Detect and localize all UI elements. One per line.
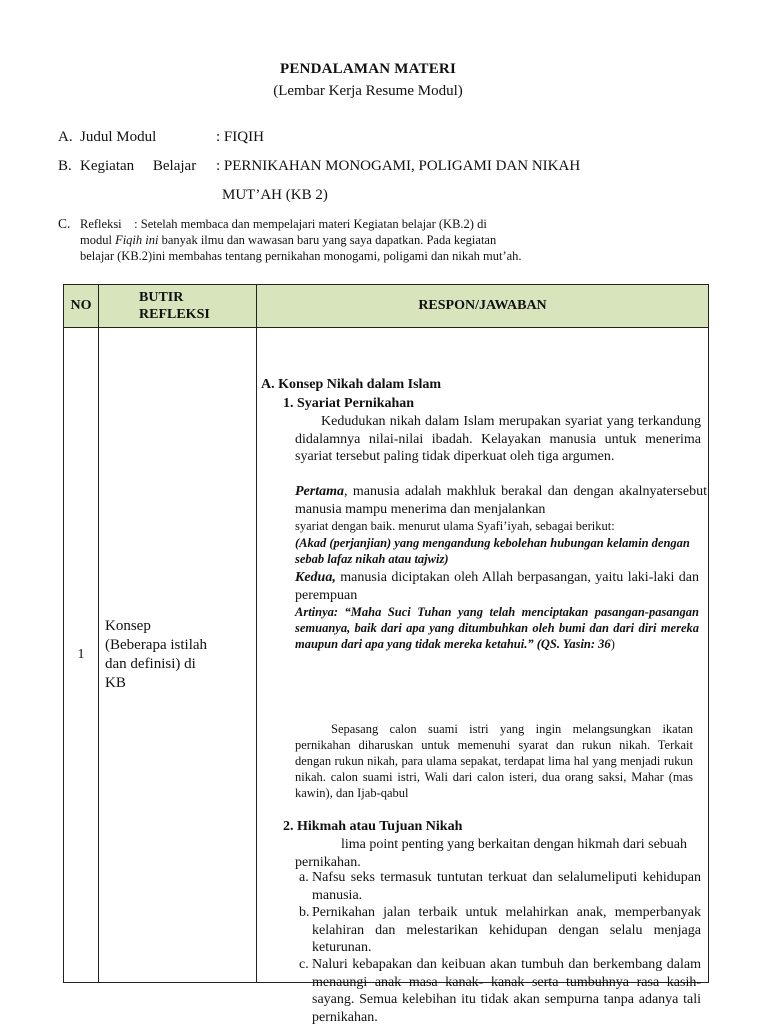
- list-item: [299, 904, 701, 957]
- meta-row-kegiatan: [58, 158, 581, 175]
- artinya-quote: [295, 604, 699, 652]
- list-item: [299, 869, 701, 904]
- list-text: Naluri kebapakan dan keibuan akan tumbuh dan berkembang dalam menaungi anak masa kanak- kanak serta tumbuhnya rasa kasih-sayang. Semua kelebihan itu tidak akan sempurna tanpa adanya tali pernikahan.: [312, 957, 701, 1025]
- section-a-heading: A. Konsep Nikah dalam Islam: [261, 377, 442, 392]
- meta-value-kegiatan-cont: MUT’AH (KB 2): [222, 187, 328, 203]
- reflection-table: [63, 284, 709, 1025]
- kedua-label: Kedua,: [295, 570, 336, 585]
- artinya-close: ): [610, 637, 615, 651]
- pertama-small-text: syariat dengan baik. menurut ulama Syafi’iyah, sebagai berikut:: [295, 519, 615, 533]
- list-marker: a.: [299, 870, 309, 885]
- meta-letter-c: C.: [58, 216, 71, 231]
- reflection-line-2-post: banyak ilmu dan wawasan baru yang saya dapatkan. Pada kegiatan: [158, 233, 497, 247]
- list-text: Pernikahan jalan terbaik untuk melahirkan anak, memperbanyak kelahiran dan melestarikan kehidupan dengan selalu menjaga keturunan.: [312, 905, 701, 955]
- list-marker: c.: [299, 957, 309, 972]
- reflection-line-2-pre: modul: [80, 233, 116, 247]
- table-header-row: [64, 285, 709, 328]
- reflection-line-2-italic: Fiqih ini: [115, 233, 159, 247]
- column-header-no: NO: [64, 285, 99, 328]
- document-title: PENDALAMAN MATERI: [279, 61, 457, 77]
- paragraph-pertama: [295, 483, 707, 518]
- row-butir: Konsep (Beberapa istilah dan definisi) di KB: [99, 328, 257, 983]
- list-text: Nafsu seks termasuk tuntutan terkuat dan selalumeliputi kehidupan manusia.: [312, 870, 701, 903]
- meta-label-kegiatan: Kegiatan Belajar: [80, 158, 197, 174]
- akad-definition: (Akad (perjanjian) yang mengandung kebolehan hubungan kelamin dengan sebab lafaz nikah atau tajwiz): [295, 536, 690, 566]
- column-header-respon: RESPON/JAWABAN: [257, 285, 709, 328]
- reflection-line-1: Refleksi : Setelah membaca dan mempelajari materi Kegiatan belajar (KB.2) di: [80, 217, 487, 231]
- meta-value-kegiatan: : PERNIKAHAN MONOGAMI, POLIGAMI DAN NIKAH: [216, 158, 581, 174]
- artinya-text: Artinya: “Maha Suci Tuhan yang telah menciptakan pasangan-pasangan semuanya, baik dari apa yang ditumbuhkan oleh bumi dan dari diri mereka maupun dari apa yang tidak mereka ketahui.” (QS. Yasin: 36: [295, 605, 699, 651]
- row-number: 1: [64, 328, 99, 983]
- meta-letter-b: B.: [58, 158, 72, 174]
- paragraph-kedua: [295, 569, 699, 604]
- paragraph-rukun: Sepasang calon suami istri yang ingin melangsungkan ikatan pernikahan diharuskan untuk memenuhi syarat dan rukun nikah. Terkait dengan rukun nikah, para ulama sepakat, terdapat lima hal yang menjadi rukun nikah. calon suami istri, Wali dari calon isteri, dua orang saksi, Mahar (mas kawin), dan Ijab-qabul: [295, 722, 693, 800]
- paragraph-hikmah: lima point penting yang berkaitan dengan hikmah dari sebuah pernikahan.: [295, 837, 688, 870]
- reflection-paragraph: [58, 216, 618, 264]
- list-item: [299, 956, 701, 1026]
- subsection-2-heading: 2. Hikmah atau Tujuan Nikah: [283, 819, 463, 834]
- list-marker: b.: [299, 905, 310, 920]
- column-header-butir: BUTIR REFLEKSI: [99, 285, 257, 328]
- meta-letter-a: A.: [58, 129, 73, 145]
- paragraph-syariat: Kedudukan nikah dalam Islam merupakan syariat yang terkandung didalamnya nilai-nilai ibadah. Kelayakan manusia untuk menerima syariat tersebut paling tidak diperkuat oleh tiga argumen.: [295, 414, 701, 464]
- meta-row-judul: [58, 129, 264, 146]
- kedua-text: manusia diciptakan oleh Allah berpasangan, yaitu laki-laki dan perempuan: [295, 570, 699, 603]
- table-row: [64, 328, 709, 983]
- pertama-label: Pertama: [295, 484, 344, 499]
- meta-value-judul: : FIQIH: [216, 129, 264, 145]
- row-respon: [257, 328, 709, 1025]
- meta-label-judul: Judul Modul: [80, 129, 157, 145]
- pertama-text: , manusia adalah makhluk berakal dan dengan akalnyatersebut manusia mampu menerima dan menjalankan: [295, 484, 707, 517]
- subsection-1-heading: 1. Syariat Pernikahan: [283, 396, 415, 411]
- reflection-line-3: belajar (KB.2)ini membahas tentang pernikahan monogami, poligami dan nikah mut’ah.: [80, 249, 522, 263]
- document-subtitle: (Lembar Kerja Resume Modul): [273, 83, 463, 99]
